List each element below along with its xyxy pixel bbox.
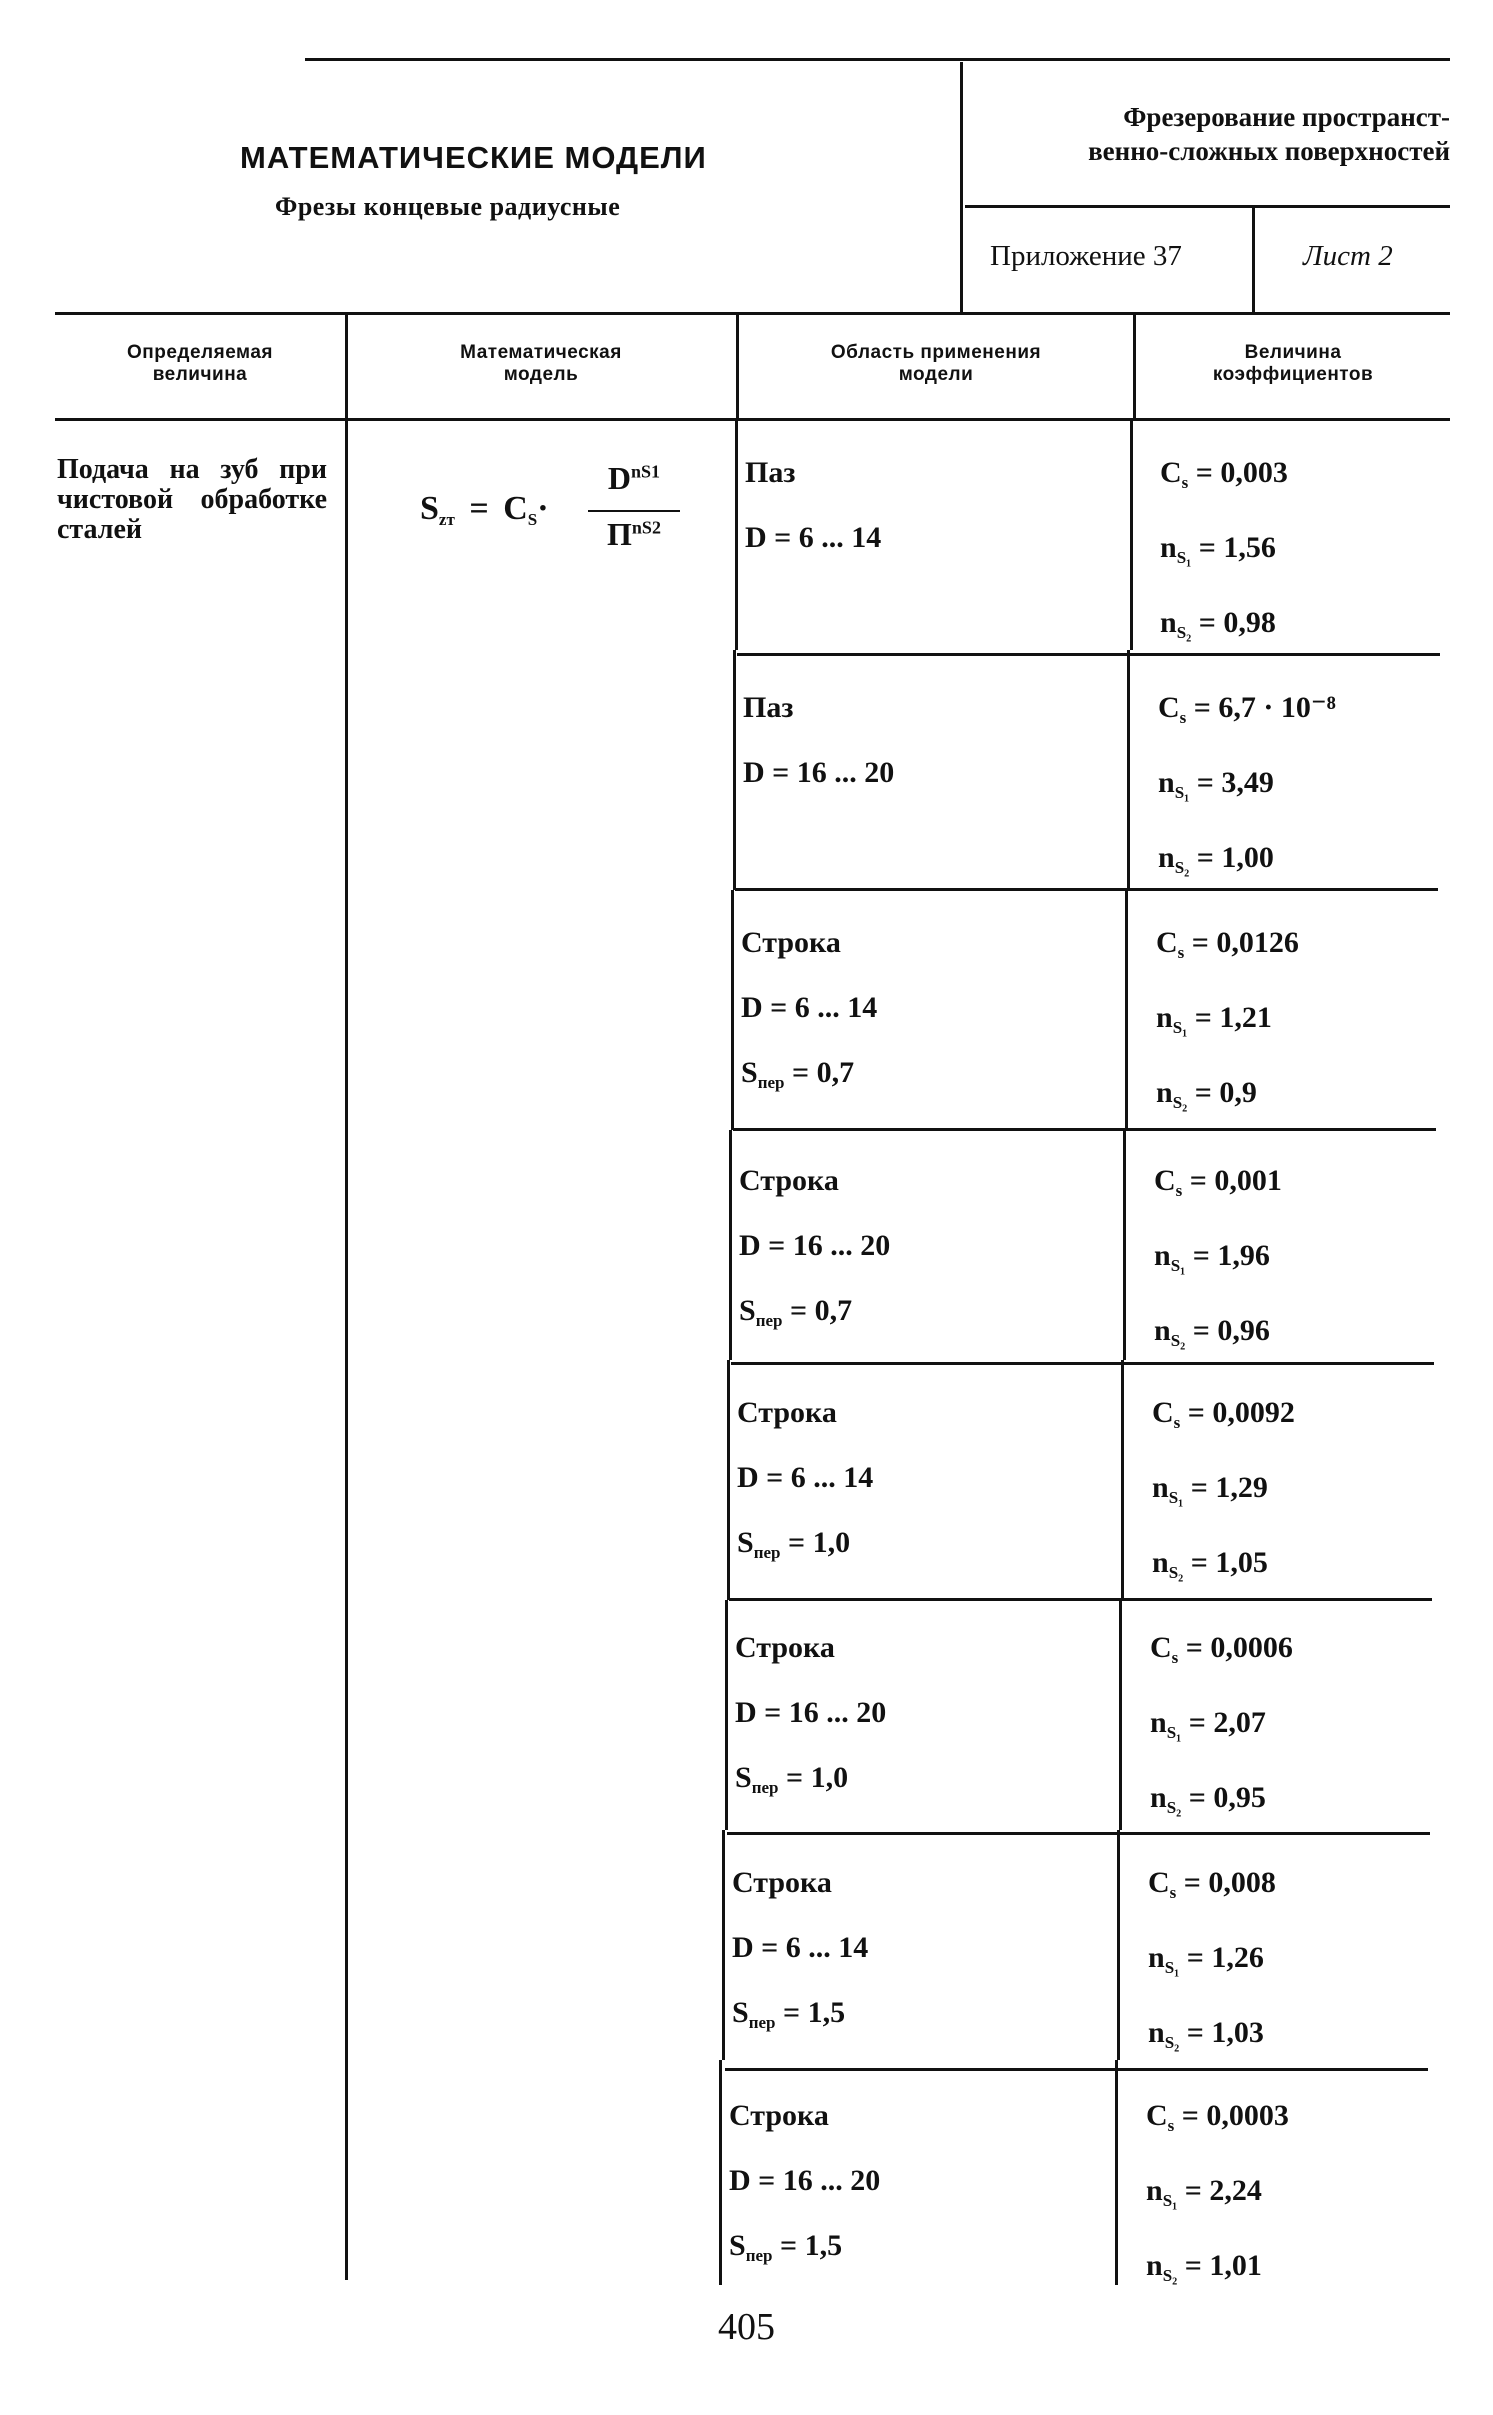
ns2-value: $n_{S_2} = 0,9$ <box>1156 1076 1257 1112</box>
operation-line-2: венно-сложных поверхностей <box>1088 136 1450 166</box>
column-header-coefficients: Величина коэффициентов <box>1212 342 1374 385</box>
diameter-range: D = 6 ... 14 <box>737 1461 874 1494</box>
ns2-value: $n_{S_2} = 1,00$ <box>1158 841 1274 877</box>
pass-width-line: $S_{пер} = 1,0$ <box>737 1526 851 1562</box>
column-header-model: Математическая модель <box>460 342 622 385</box>
column-header-area: Область применения модели <box>830 342 1042 385</box>
area-type: Строка <box>729 2099 829 2132</box>
sheet-number: Лист 2 <box>1303 240 1393 272</box>
coefficients-cell <box>1152 1380 1295 1605</box>
pass-width-line: $S_{пер} = 1,5$ <box>732 1996 846 2032</box>
cs-value: $C_s = 6,7 \cdot 10^{-8}$ <box>1158 691 1336 727</box>
ns1-value: $n_{S_1} = 1,21$ <box>1156 1001 1272 1037</box>
area-type: Паз <box>743 691 794 724</box>
cs-value: $C_s = 0,0126$ <box>1156 926 1299 962</box>
area-cell <box>741 910 877 1115</box>
diameter-range: D = 16 ... 20 <box>729 2164 881 2197</box>
diameter-range: D = 16 ... 20 <box>735 1696 887 1729</box>
pass-width-line: $S_{пер} = 0,7$ <box>741 1056 855 1092</box>
area-cell <box>729 2083 880 2288</box>
ns1-value: $n_{S_1} = 3,49$ <box>1158 766 1274 802</box>
diameter-range: D = 6 ... 14 <box>745 521 882 554</box>
area-type: Строка <box>741 926 841 959</box>
diameter-range: D = 6 ... 14 <box>741 991 878 1024</box>
area-cell <box>732 1850 868 2055</box>
cs-value: $C_s = 0,0092$ <box>1152 1396 1295 1432</box>
coefficients-cell <box>1148 1850 1276 2075</box>
ns1-value: $n_{S_1} = 1,26$ <box>1148 1941 1264 1977</box>
quantity-description: Подача на зуб при чистовой обработке сталей <box>57 454 327 545</box>
operation-title <box>985 100 1450 168</box>
diameter-range: D = 6 ... 14 <box>732 1931 869 1964</box>
area-type: Строка <box>732 1866 832 1899</box>
cs-value: $C_s = 0,003$ <box>1160 456 1288 492</box>
coefficients-cell <box>1160 440 1288 665</box>
operation-line-1: Фрезерование пространст- <box>1123 102 1450 132</box>
diameter-range: D = 16 ... 20 <box>743 756 895 789</box>
ns1-value: $n_{S_1} = 2,07$ <box>1150 1706 1266 1742</box>
area-cell <box>735 1615 886 1820</box>
coefficients-cell <box>1158 675 1336 900</box>
diameter-range: D = 16 ... 20 <box>739 1229 891 1262</box>
ns2-value: $n_{S_2} = 0,96$ <box>1154 1314 1270 1350</box>
coefficients-cell <box>1156 910 1299 1135</box>
cs-value: $C_s = 0,001$ <box>1154 1164 1282 1200</box>
page-number: 405 <box>718 2306 775 2348</box>
cs-value: $C_s = 0,0003$ <box>1146 2099 1289 2135</box>
ns1-value: $n_{S_1} = 2,24$ <box>1146 2174 1262 2210</box>
ns2-value: $n_{S_2} = 1,05$ <box>1152 1546 1268 1582</box>
document-subtitle: Фрезы концевые радиусные <box>275 192 621 221</box>
coefficients-cell <box>1154 1148 1282 1373</box>
area-cell <box>745 440 881 570</box>
area-type: Строка <box>737 1396 837 1429</box>
area-cell <box>743 675 894 805</box>
appendix-number: Приложение 37 <box>990 240 1182 272</box>
area-type: Строка <box>739 1164 839 1197</box>
pass-width-line: $S_{пер} = 0,7$ <box>739 1294 853 1330</box>
coefficients-cell <box>1150 1615 1293 1840</box>
document-title: МАТЕМАТИЧЕСКИЕ МОДЕЛИ <box>240 140 707 175</box>
ns2-value: $n_{S_2} = 1,01$ <box>1146 2249 1262 2285</box>
ns1-value: $n_{S_1} = 1,56$ <box>1160 531 1276 567</box>
cs-value: $C_s = 0,008$ <box>1148 1866 1276 1902</box>
area-type: Паз <box>745 456 796 489</box>
ns1-value: $n_{S_1} = 1,29$ <box>1152 1471 1268 1507</box>
pass-width-line: $S_{пер} = 1,5$ <box>729 2229 843 2265</box>
ns2-value: $n_{S_2} = 1,03$ <box>1148 2016 1264 2052</box>
math-model-formula: $S_{zт} = C_S\cdot$ $D^{nS1}$ $П^{nS2}$ <box>420 460 680 570</box>
area-cell <box>739 1148 890 1353</box>
area-cell <box>737 1380 873 1585</box>
coefficients-cell <box>1146 2083 1289 2308</box>
pass-width-line: $S_{пер} = 1,0$ <box>735 1761 849 1797</box>
cs-value: $C_s = 0,0006$ <box>1150 1631 1293 1667</box>
ns2-value: $n_{S_2} = 0,98$ <box>1160 606 1276 642</box>
area-type: Строка <box>735 1631 835 1664</box>
ns1-value: $n_{S_1} = 1,96$ <box>1154 1239 1270 1275</box>
ns2-value: $n_{S_2} = 0,95$ <box>1150 1781 1266 1817</box>
column-header-quantity: Определяемая величина <box>127 342 273 385</box>
